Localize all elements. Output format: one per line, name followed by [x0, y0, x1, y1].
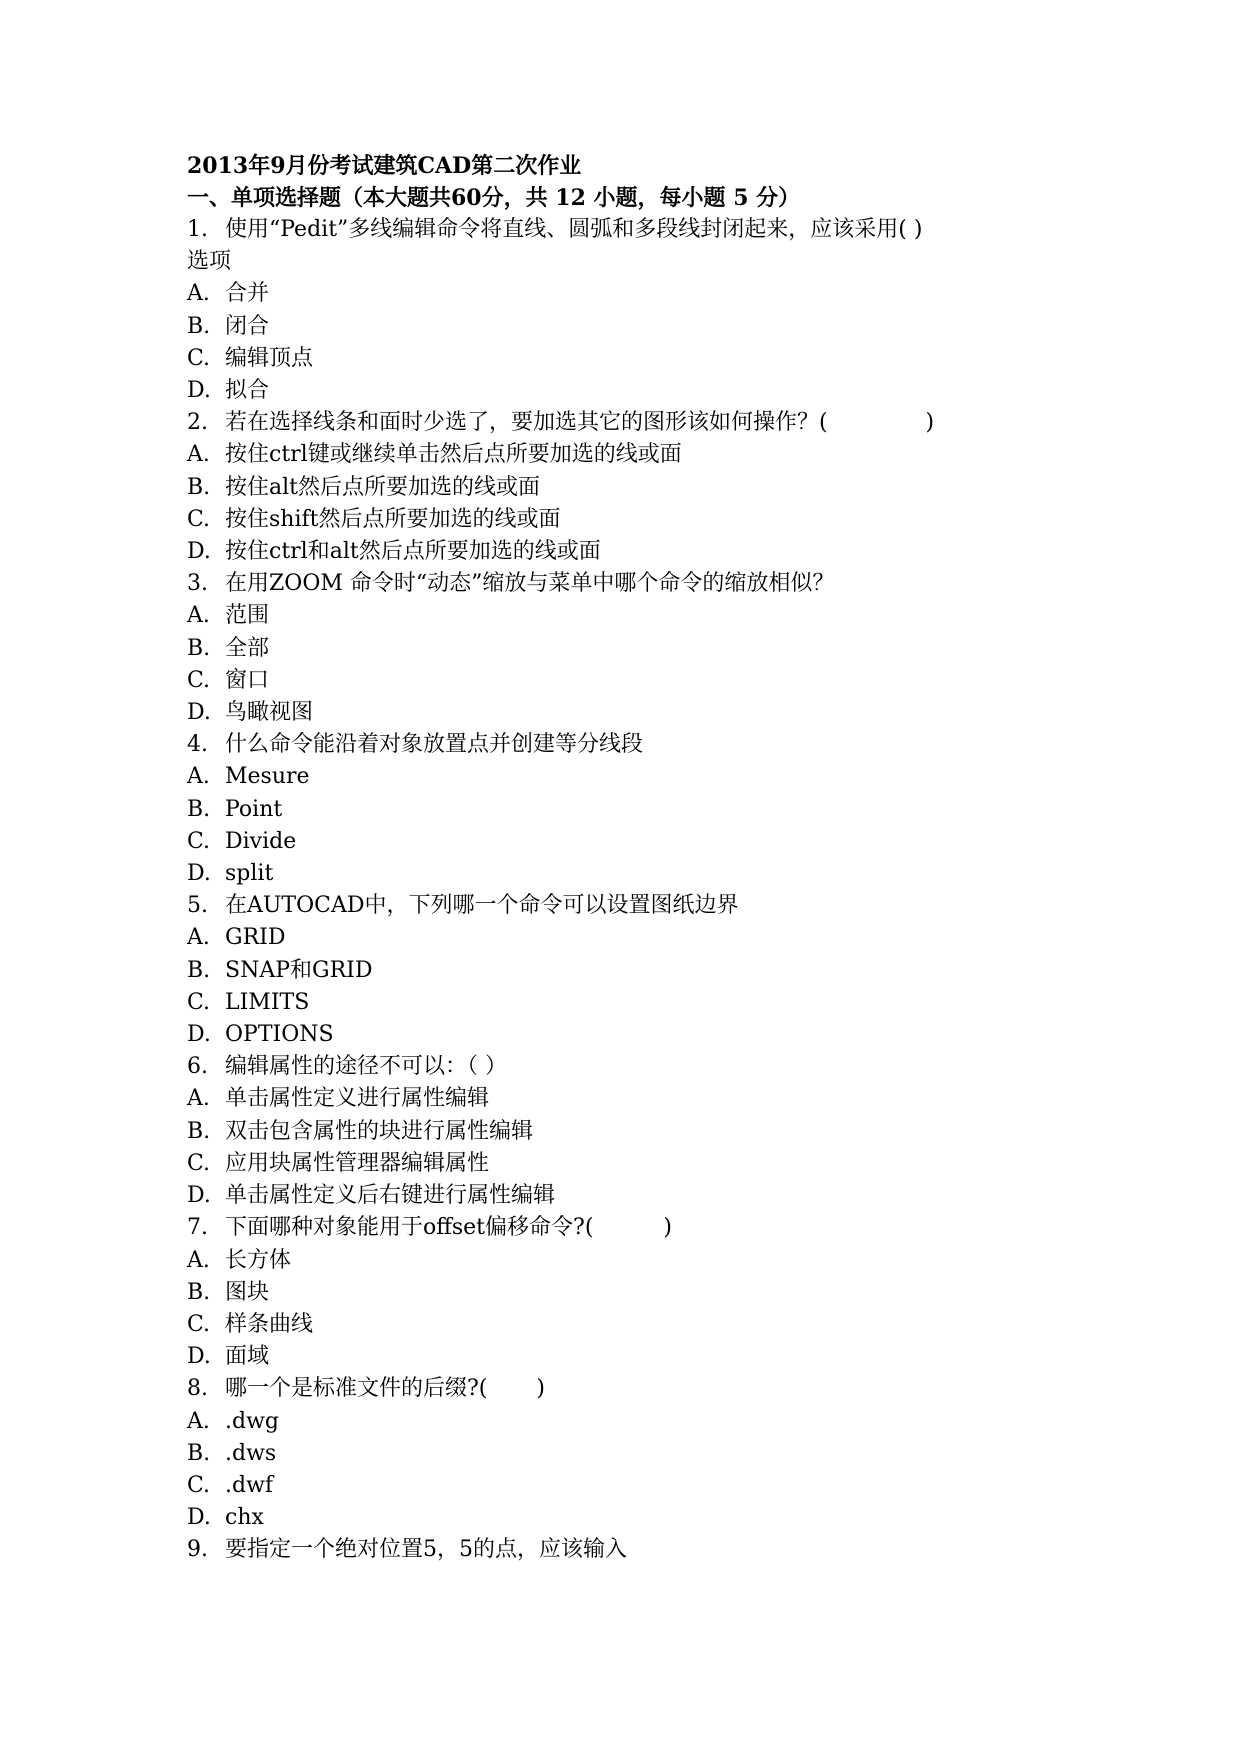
question-text — [187, 214, 1067, 246]
option-label: B. — [187, 474, 211, 500]
option-1 — [187, 922, 1067, 954]
option-text: 单击属性定义后右键进行属性编辑 — [225, 1183, 556, 1209]
option-label: D. — [187, 1022, 211, 1048]
option-1 — [187, 439, 1067, 471]
question-text — [187, 407, 1067, 439]
option-2 — [187, 633, 1067, 665]
question-text — [187, 1534, 1067, 1566]
option-text: LIMITS — [225, 989, 310, 1015]
question-3 — [187, 568, 1067, 729]
option-2 — [187, 1277, 1067, 1309]
question-stem: 什么命令能沿着对象放置点并创建等分线段 — [225, 732, 644, 758]
question-stem: 下面哪种对象能用于offset偏移命令?( ) — [225, 1215, 672, 1241]
question-1 — [187, 214, 1067, 407]
option-4 — [187, 1180, 1067, 1212]
question-text — [187, 890, 1067, 922]
option-4 — [187, 1502, 1067, 1534]
option-label: B. — [187, 796, 211, 822]
option-4 — [187, 858, 1067, 890]
option-3 — [187, 987, 1067, 1019]
option-3 — [187, 826, 1067, 858]
option-label: B. — [187, 957, 211, 983]
option-3 — [187, 343, 1067, 375]
question-stem: 使用“Pedit”多线编辑命令将直线、圆弧和多段线封闭起来，应该采用( ) — [225, 217, 923, 242]
option-text: 单击属性定义进行属性编辑 — [225, 1086, 490, 1112]
option-text: SNAP和GRID — [225, 957, 373, 983]
option-text: 窗口 — [225, 667, 270, 693]
option-2 — [187, 1116, 1067, 1148]
option-text: 应用块属性管理器编辑属性 — [225, 1150, 490, 1176]
option-text: Divide — [225, 828, 297, 854]
question-text — [187, 1051, 1067, 1083]
option-label: A. — [187, 1086, 210, 1112]
option-4 — [187, 375, 1067, 407]
option-label: A. — [187, 1408, 210, 1434]
option-label: C. — [187, 667, 211, 693]
option-label: C. — [187, 989, 211, 1015]
option-2 — [187, 794, 1067, 826]
option-3 — [187, 504, 1067, 536]
option-2 — [187, 472, 1067, 504]
option-text: 编辑顶点 — [225, 345, 314, 371]
question-8 — [187, 1373, 1067, 1534]
option-label: A. — [187, 1247, 210, 1273]
option-text: .dwf — [225, 1472, 274, 1498]
option-3 — [187, 1148, 1067, 1180]
option-4 — [187, 1341, 1067, 1373]
option-1 — [187, 278, 1067, 310]
question-number: 1. — [187, 217, 208, 242]
question-text — [187, 1373, 1067, 1405]
option-label: D. — [187, 1183, 211, 1209]
question-text — [187, 568, 1067, 600]
option-4 — [187, 697, 1067, 729]
option-2 — [187, 311, 1067, 343]
option-label: B. — [187, 635, 211, 661]
option-label: D. — [187, 539, 211, 565]
option-label: A. — [187, 281, 210, 307]
option-text: 双击包含属性的块进行属性编辑 — [225, 1118, 534, 1144]
option-1 — [187, 600, 1067, 632]
question-number: 5. — [187, 893, 208, 919]
option-label: C. — [187, 506, 211, 532]
option-4 — [187, 536, 1067, 568]
option-1 — [187, 1083, 1067, 1115]
question-number: 9. — [187, 1537, 208, 1563]
option-label: C. — [187, 1472, 211, 1498]
question-number: 6. — [187, 1054, 208, 1080]
question-stem: 在AUTOCAD中，下列哪一个命令可以设置图纸边界 — [225, 893, 739, 919]
question-stem: 在用ZOOM 命令时“动态”缩放与菜单中哪个命令的缩放相似？ — [225, 571, 835, 597]
option-label: B. — [187, 1118, 211, 1144]
question-number: 7. — [187, 1215, 208, 1241]
question-5 — [187, 890, 1067, 1051]
option-text: chx — [225, 1505, 264, 1531]
option-text: 长方体 — [225, 1247, 292, 1273]
section-heading: 一、单项选择题（本大题共60分，共 12 小题，每小题 5 分） — [187, 185, 801, 211]
question-number: 3. — [187, 571, 208, 597]
question-text — [187, 729, 1067, 761]
option-text: GRID — [225, 925, 286, 951]
option-text: 样条曲线 — [225, 1311, 314, 1337]
option-1 — [187, 1406, 1067, 1438]
question-4 — [187, 729, 1067, 890]
option-text: OPTIONS — [225, 1022, 334, 1048]
option-1 — [187, 761, 1067, 793]
question-number: 8. — [187, 1376, 208, 1402]
option-label: A. — [187, 442, 210, 468]
option-label: A. — [187, 603, 210, 629]
option-text: Point — [225, 796, 283, 822]
option-label: C. — [187, 828, 211, 854]
option-label: C. — [187, 1150, 211, 1176]
question-stem: 要指定一个绝对位置5，5的点，应该输入 — [225, 1537, 627, 1563]
option-text: 按住ctrl和alt然后点所要加选的线或面 — [225, 539, 601, 565]
option-2 — [187, 1438, 1067, 1470]
option-2 — [187, 955, 1067, 987]
question-stem: 编辑属性的途径不可以：（ ） — [225, 1054, 507, 1080]
option-text: 按住alt然后点所要加选的线或面 — [225, 474, 540, 500]
option-text: 鸟瞰视图 — [225, 700, 314, 726]
question-7 — [187, 1212, 1067, 1373]
option-label: C. — [187, 345, 211, 371]
option-text: 合并 — [225, 281, 270, 307]
question-stem: 哪一个是标准文件的后缀?( ) — [225, 1376, 545, 1402]
option-label: B. — [187, 1279, 211, 1305]
option-text: .dwg — [225, 1408, 279, 1434]
option-label: D. — [187, 378, 211, 404]
document-content — [187, 150, 1067, 1567]
option-text: 全部 — [225, 635, 270, 661]
option-1 — [187, 1245, 1067, 1277]
question-text — [187, 1212, 1067, 1244]
question-2 — [187, 407, 1067, 568]
option-text: 范围 — [225, 603, 270, 629]
question-list — [187, 214, 1067, 1567]
option-label: D. — [187, 700, 211, 726]
option-label: A. — [187, 925, 210, 951]
option-text: 按住shift然后点所要加选的线或面 — [225, 506, 561, 532]
option-label: D. — [187, 861, 211, 887]
option-text: 面域 — [225, 1344, 270, 1370]
document-title: 2013年9月份考试建筑CAD第二次作业 — [187, 153, 582, 179]
option-label: B. — [187, 1440, 211, 1466]
option-text: 图块 — [225, 1279, 270, 1305]
option-label: A. — [187, 764, 210, 790]
option-label: B. — [187, 313, 211, 339]
option-text: 闭合 — [225, 313, 270, 339]
option-text: 拟合 — [225, 378, 270, 404]
question-text-continued: 选项 — [187, 249, 232, 275]
option-label: D. — [187, 1505, 211, 1531]
option-3 — [187, 665, 1067, 697]
option-3 — [187, 1309, 1067, 1341]
question-number: 2. — [187, 410, 208, 436]
question-6 — [187, 1051, 1067, 1212]
option-text: 按住ctrl键或继续单击然后点所要加选的线或面 — [225, 442, 682, 468]
option-label: D. — [187, 1344, 211, 1370]
option-4 — [187, 1019, 1067, 1051]
option-text: Mesure — [225, 764, 310, 790]
option-text: split — [225, 861, 274, 887]
question-stem: 若在选择线条和面时少选了，要加选其它的图形该如何操作？( ) — [225, 410, 935, 436]
option-3 — [187, 1470, 1067, 1502]
question-number: 4. — [187, 732, 208, 758]
option-label: C. — [187, 1311, 211, 1337]
option-text: .dws — [225, 1440, 277, 1466]
question-9 — [187, 1534, 1067, 1566]
